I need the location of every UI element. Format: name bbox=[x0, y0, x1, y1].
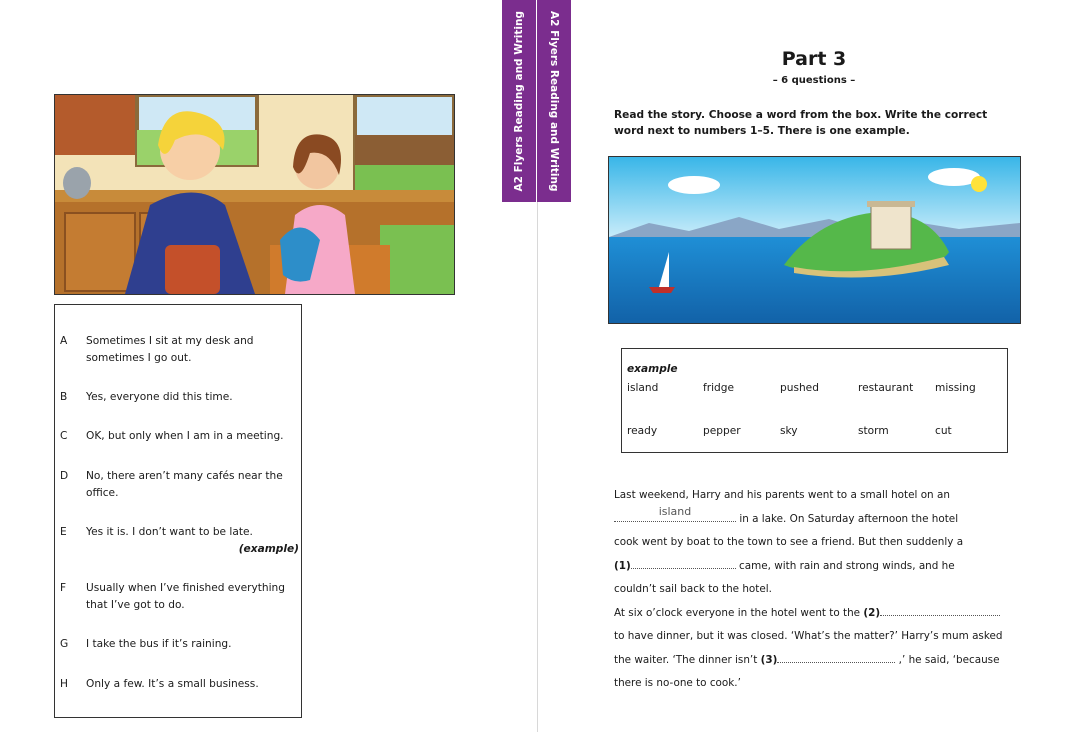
instructions bbox=[614, 107, 1014, 139]
option-letter: E bbox=[60, 526, 67, 538]
option-line: Yes it is. I don’t want to be late. bbox=[86, 526, 253, 538]
option-text bbox=[86, 333, 296, 367]
story-text-segment: At six o’clock everyone in the hotel went to the bbox=[614, 606, 861, 619]
part-subtitle: – 6 questions – bbox=[772, 75, 856, 86]
option-line: Yes, everyone did this time. bbox=[86, 391, 233, 403]
instruction-line: word next to numbers 1–5. There is one example. bbox=[614, 125, 910, 137]
option-letter: F bbox=[60, 582, 67, 594]
word-option: island bbox=[627, 382, 659, 394]
story-line: there is no-one to cook.’ bbox=[614, 677, 741, 689]
spine-tab-left bbox=[502, 0, 536, 202]
option-line: Sometimes I sit at my desk and bbox=[86, 335, 254, 347]
option-letter: A bbox=[60, 335, 68, 347]
option-line: OK, but only when I am in a meeting. bbox=[86, 430, 284, 442]
word-option: missing bbox=[935, 382, 976, 394]
story-line bbox=[614, 602, 1024, 626]
option-line: No, there aren’t many cafés near the bbox=[86, 470, 283, 482]
question-number: (2) bbox=[863, 606, 881, 619]
option-text bbox=[86, 468, 296, 502]
answer-options-box bbox=[54, 304, 302, 718]
story-line: to have dinner, but it was closed. ‘What’s the matter?’ Harry’s mum asked bbox=[614, 630, 1003, 642]
option-line: Usually when I’ve finished everything bbox=[86, 582, 285, 594]
island-scene bbox=[609, 157, 1020, 323]
story-line bbox=[614, 504, 1024, 532]
option-text bbox=[86, 524, 299, 555]
option-letter: D bbox=[60, 470, 69, 482]
story-text-segment: ,’ he said, ‘because bbox=[898, 653, 1000, 666]
story-line: cook went by boat to the town to see a friend. But then suddenly a bbox=[614, 536, 964, 548]
option-text bbox=[86, 580, 296, 614]
story-line bbox=[614, 649, 1024, 673]
option-line: I take the bus if it’s raining. bbox=[86, 638, 232, 650]
example-answer: island bbox=[658, 504, 692, 518]
word-option: storm bbox=[858, 425, 889, 437]
question-number: (1) bbox=[614, 559, 631, 572]
story-text bbox=[614, 484, 1024, 696]
spine-tab-right-label: A2 Flyers Reading and Writing bbox=[548, 10, 560, 192]
option-line: sometimes I go out. bbox=[86, 352, 192, 364]
instruction-line: Read the story. Choose a word from the box. Write the correct bbox=[614, 109, 988, 121]
example-blank bbox=[614, 504, 736, 522]
story-text-segment: the waiter. ‘The dinner isn’t bbox=[614, 653, 758, 666]
word-option: pepper bbox=[703, 425, 741, 437]
word-box bbox=[621, 348, 1008, 453]
answer-blank-1[interactable] bbox=[631, 556, 736, 569]
option-line: office. bbox=[86, 487, 119, 499]
word-option: cut bbox=[935, 425, 952, 437]
word-option: ready bbox=[627, 425, 658, 437]
story-text-segment: in a lake. On Saturday afternoon the hotel bbox=[739, 512, 959, 525]
example-tag: (example) bbox=[238, 543, 299, 555]
story-line: Last weekend, Harry and his parents went to a small hotel on an bbox=[614, 489, 950, 501]
option-text bbox=[86, 636, 296, 653]
option-letter: C bbox=[60, 430, 68, 442]
story-line: couldn’t sail back to the hotel. bbox=[614, 583, 772, 595]
option-letter: B bbox=[60, 391, 68, 403]
spine-tab-left-label: A2 Flyers Reading and Writing bbox=[513, 10, 525, 192]
part-title: Part 3 bbox=[781, 48, 847, 70]
story-text-segment: came, with rain and strong winds, and he bbox=[739, 559, 955, 572]
option-text bbox=[86, 428, 296, 445]
spine-tab-right bbox=[537, 0, 571, 202]
option-text bbox=[86, 676, 296, 693]
story-line bbox=[614, 555, 1024, 579]
island-illustration bbox=[608, 156, 1021, 324]
option-letter: H bbox=[60, 678, 68, 690]
word-option: pushed bbox=[780, 382, 819, 394]
option-line: that I’ve got to do. bbox=[86, 599, 185, 611]
answer-blank-3[interactable] bbox=[777, 650, 895, 663]
option-text bbox=[86, 389, 296, 406]
option-letter: G bbox=[60, 638, 69, 650]
example-label: example bbox=[627, 363, 678, 375]
word-option: sky bbox=[780, 425, 798, 437]
answer-blank-2[interactable] bbox=[880, 603, 1000, 616]
word-option: restaurant bbox=[858, 382, 914, 394]
word-option: fridge bbox=[703, 382, 734, 394]
question-number: (3) bbox=[760, 653, 778, 666]
kitchen-scene bbox=[55, 95, 454, 294]
option-line: Only a few. It’s a small business. bbox=[86, 678, 259, 690]
kitchen-illustration bbox=[54, 94, 455, 295]
